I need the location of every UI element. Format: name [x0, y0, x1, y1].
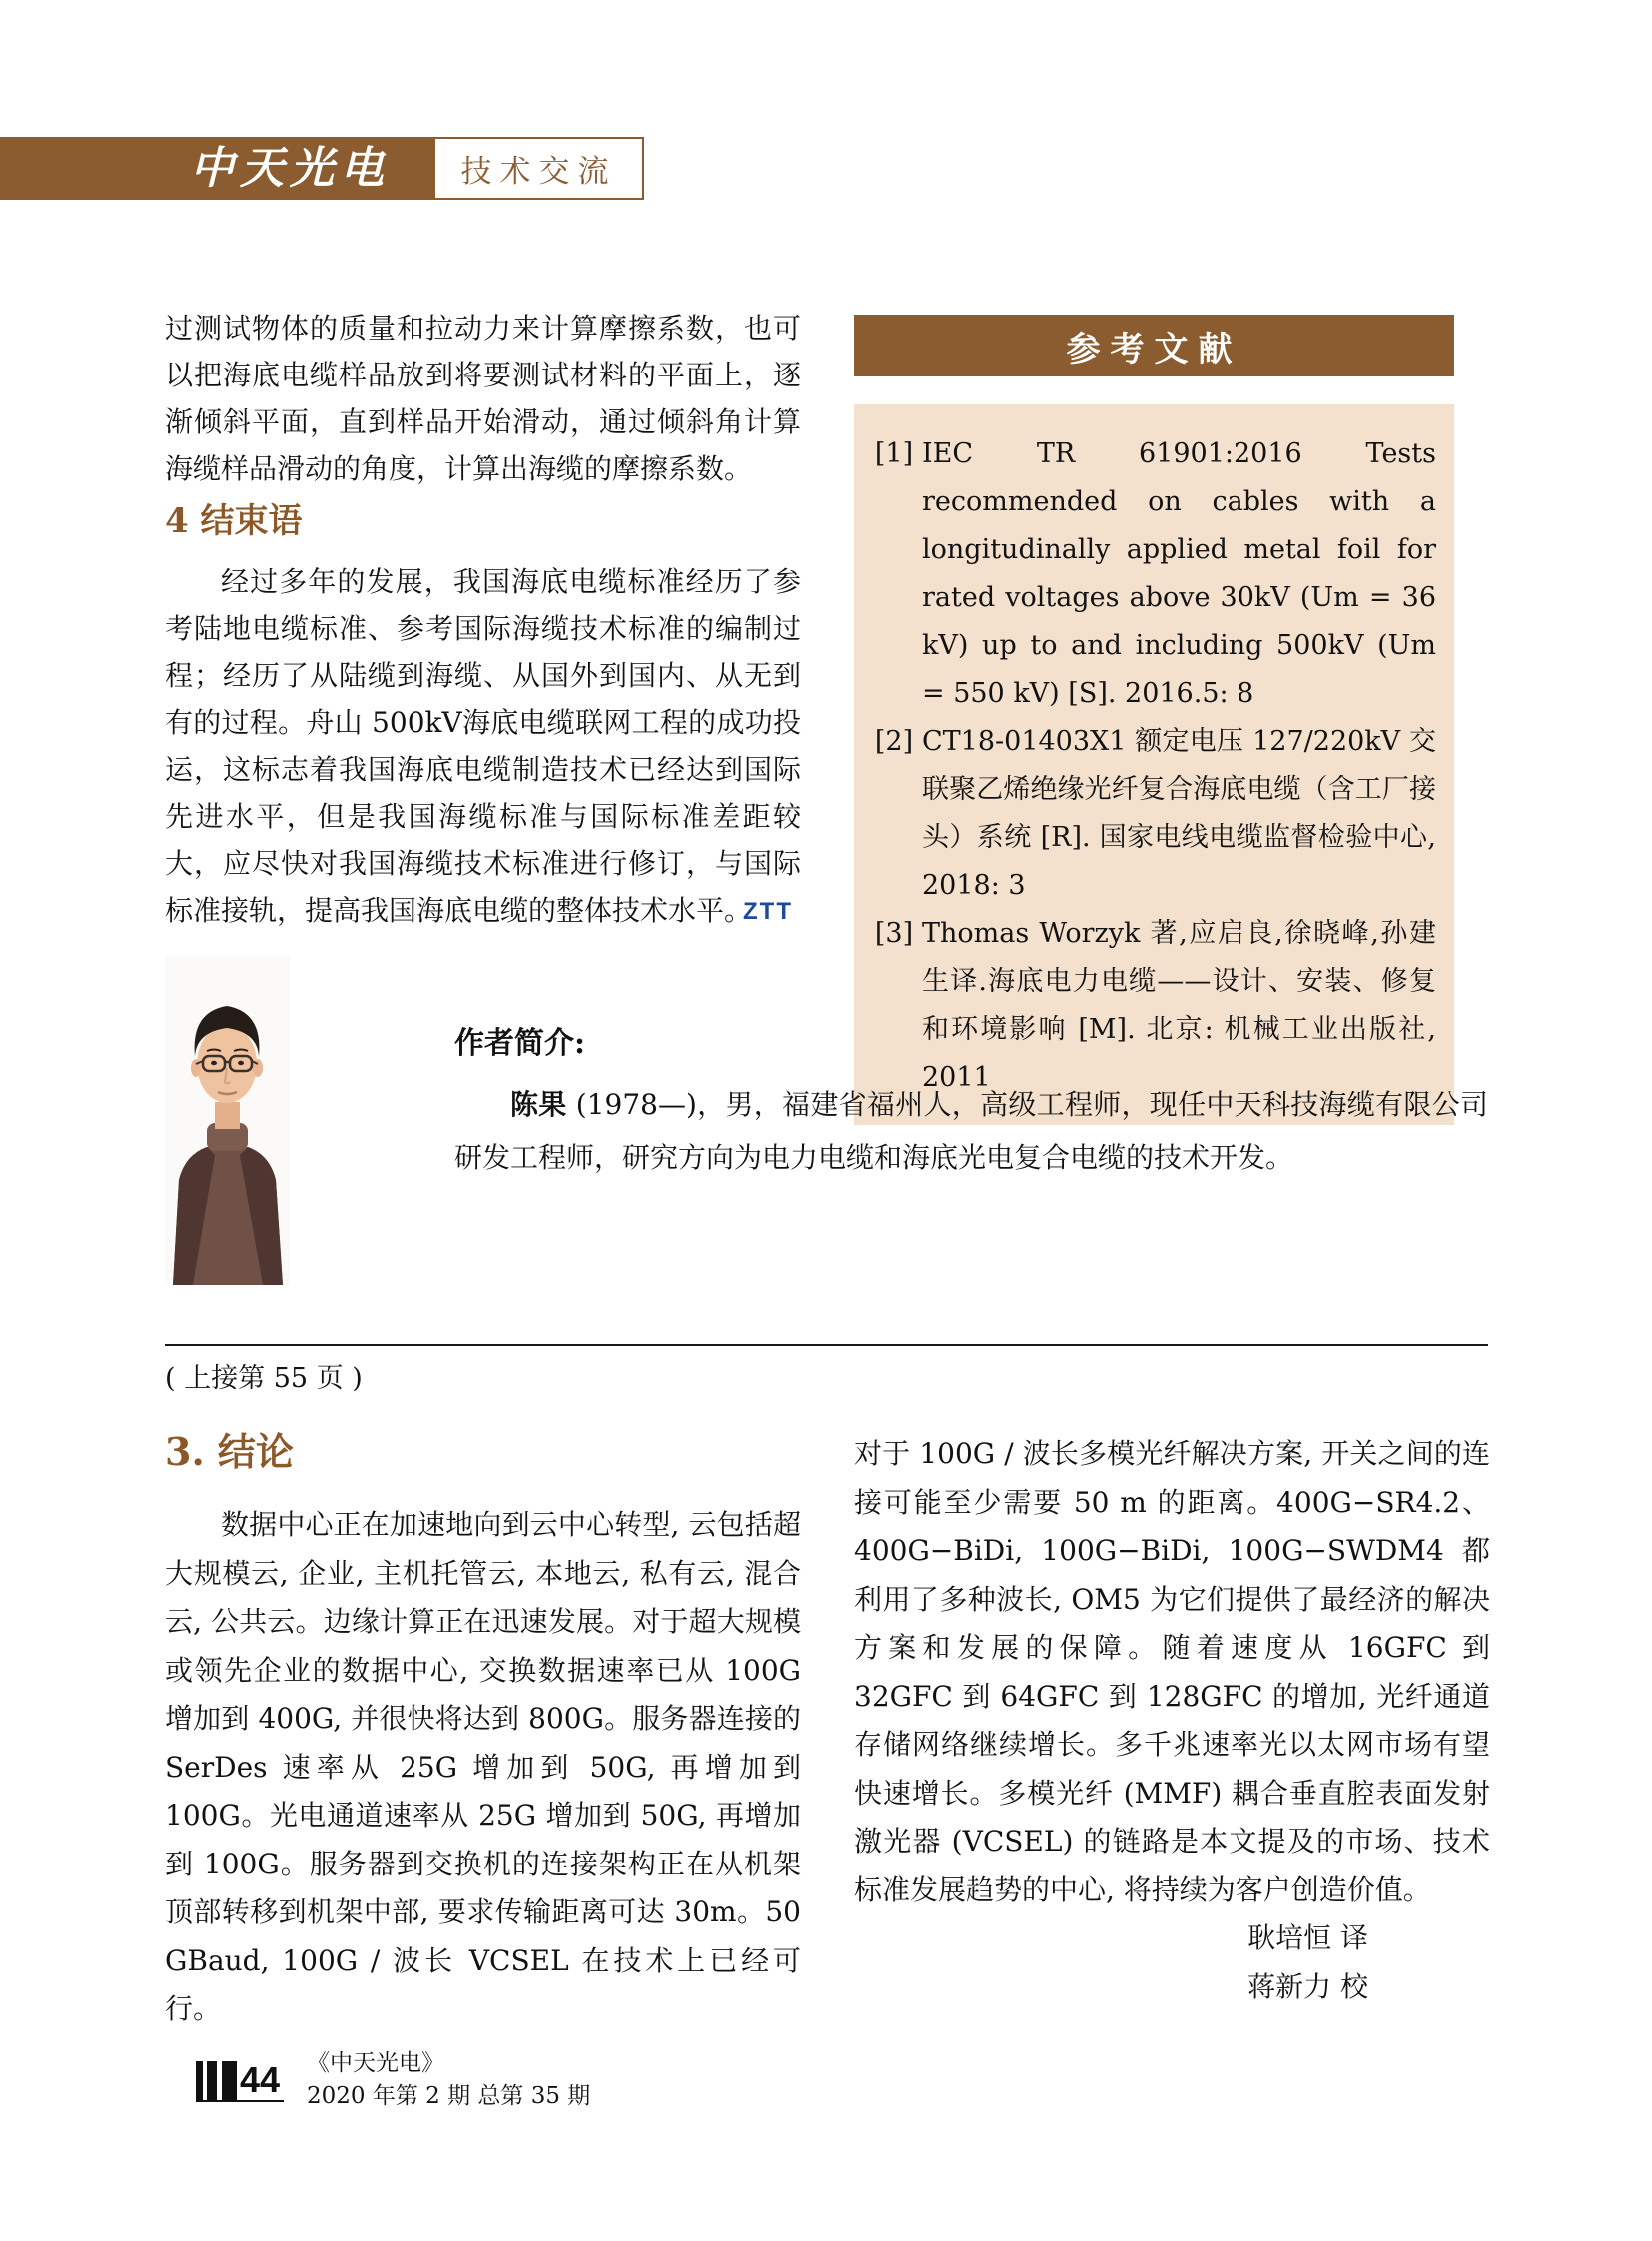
references-box: [854, 315, 1454, 1125]
footer-rule: [196, 2100, 284, 2102]
ztt-end-mark: ZTT: [743, 898, 793, 925]
proofreader-credit: 蒋新力 校: [1247, 1969, 1368, 2003]
author-section-label: 作者简介:: [454, 1026, 586, 1061]
article-left-column: [165, 305, 801, 934]
section-tab-label: 技术交流: [460, 154, 617, 190]
section-divider: [165, 1344, 1488, 1346]
references-list: [854, 404, 1454, 1125]
continuation-note: ( 上接第 55 页 ): [165, 1363, 363, 1394]
journal-info: [307, 2047, 590, 2113]
reference-item: [866, 430, 1436, 718]
reference-item: [866, 718, 1436, 910]
journal-name: 《中天光电》: [307, 2050, 444, 2076]
conclusion-right-column: [854, 1430, 1490, 2011]
references-title: 参考文献: [854, 315, 1454, 376]
reference-text: Thomas Worzyk 著,应启良,徐晓峰,孙建生译.海底电力电缆——设计、安装、修复和环境影响 [M]. 北京: 机械工业出版社, 2011: [922, 918, 1436, 1093]
section-heading: 3. 结论: [165, 1429, 294, 1474]
reference-number: [3]: [874, 918, 914, 949]
conclusion-left-column: [165, 1501, 801, 2034]
author-bio-block: [454, 1024, 1488, 1185]
reference-number: [1]: [874, 438, 914, 469]
author-bio-rest: (1978—)，男，福建省福州人，高级工程师，现任中天科技海缆有限公司研发工程师，研究方向为电力电缆和海底光电复合电缆的技术开发。: [454, 1088, 1488, 1174]
reference-text: CT18-01403X1 额定电压 127/220kV 交联聚乙烯绝缘光纤复合海底电缆（含工厂接头）系统 [R]. 国家电线电缆监督检验中心, 2018: 3: [922, 726, 1436, 901]
paragraph: 数据中心正在加速地向到云中心转型, 云包括超大规模云, 企业, 主机托管云, 本地云, 私有云, 混合云, 公共云。边缘计算正在迅速发展。对于超大规模或领先企业的数据中心, 交换数据速率已从 100G 增加到 400G, 并很快将达到 800G。服务器连接的 SerDes 速率从 25G 增加到 50G, 再增加到 100G。光电通道速率从 25G 增加到 50G, 再增加到 100G。服务器到交换机的连接架构正在从机架顶部转移到机架中部, 要求传输距离可达 30m。50 GBaud, 100G / 波长 VCSEL 在技术上已经可行。: [165, 1508, 801, 2025]
author-name: 陈果: [510, 1088, 567, 1120]
paragraph: 对于 100G / 波长多模光纤解决方案, 开关之间的连接可能至少需要 50 m 的距离。400G−SR4.2、400G−BiDi, 100G−BiDi, 100G−SWDM4 都利用了多种波长, OM5 为它们提供了最经济的解决方案和发展的保障。随着速度从 16GFC 到 32GFC 到 64GFC 到 128GFC 的增加, 光纤通道存储网络继续增长。多千兆速率光以太网市场有望快速增长。多模光纤 (MMF) 耦合垂直腔表面发射激光器 (VCSEL) 的链路是本文提及的市场、技术标准发展趋势的中心, 将持续为客户创造价值。: [854, 1437, 1490, 1906]
author-photo: [165, 956, 290, 1285]
reference-number: [2]: [874, 726, 914, 757]
reference-text: IEC TR 61901:2016 Tests recommended on cables with a longitudinally applied metal foil for rated voltages above 30kV (Um = 36 kV) up to and including 500kV (Um = 550 kV) [S]. 2016.5: 8: [922, 438, 1436, 709]
section-heading: 4 结束语: [165, 501, 303, 541]
author-bio-text: [454, 1078, 1488, 1185]
section-tab: [433, 137, 644, 200]
paragraph: 经过多年的发展，我国海底电缆标准经历了参考陆地电缆标准、参考国际海缆技术标准的编制过程；经历了从陆缆到海缆、从国外到国内、从无到有的过程。舟山 500kV海底电缆联网工程的成功投运，这标志着我国海底电缆制造技术已经达到国际先进水平，但是我国海缆标准与国际标准差距较大，应尽快对我国海缆技术标准进行修订，与国际标准接轨，提高我国海底电缆的整体技术水平。: [165, 565, 801, 927]
brand-logo: 中天光电: [190, 143, 390, 194]
page-number: 44: [240, 2059, 281, 2100]
page-number-bars-icon: [196, 2061, 237, 2101]
journal-issue: 2020 年第 2 期 总第 35 期: [307, 2083, 591, 2109]
translator-credit: 耿培恒 译: [1247, 1921, 1368, 1954]
header-brand-bar: [0, 137, 433, 200]
paragraph: 过测试物体的质量和拉动力来计算摩擦系数，也可以把海底电缆样品放到将要测试材料的平面上，逐渐倾斜平面，直到样品开始滑动，通过倾斜角计算海缆样品滑动的角度，计算出海缆的摩擦系数。: [165, 312, 801, 485]
